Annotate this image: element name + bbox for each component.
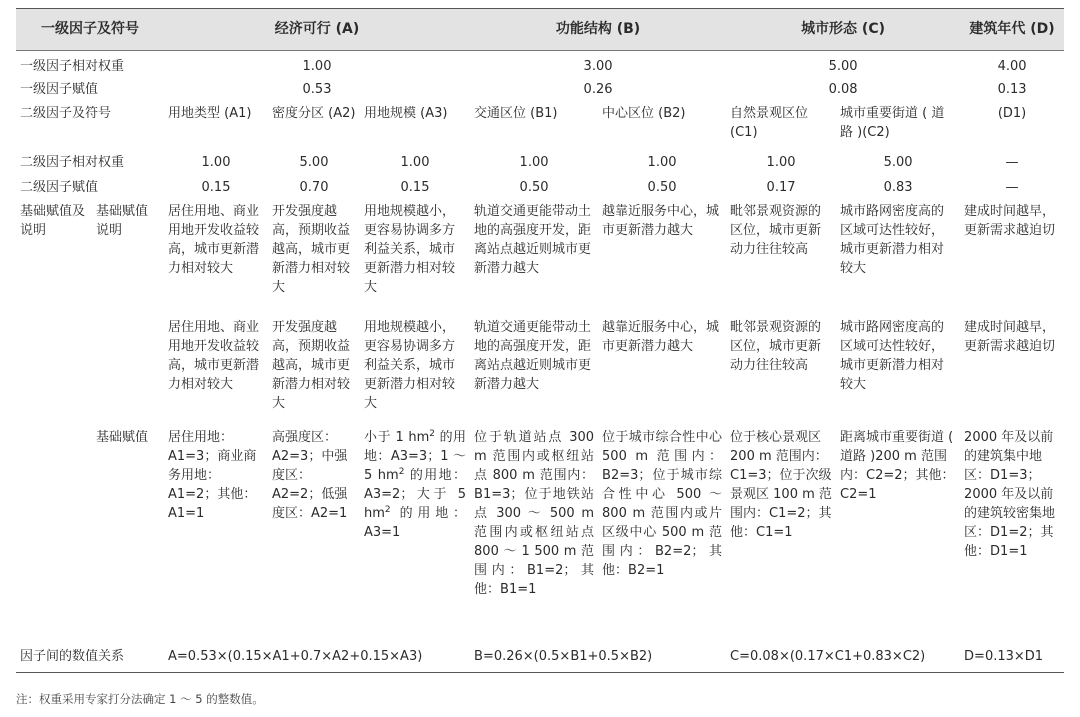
header-age: 建筑年代 (D) — [960, 9, 1064, 51]
a3-basis-part3: 的用地：A3=2；大于 5 hm — [364, 468, 467, 521]
cell-a1-basis: 居住用地：A1=3；商业商务用地：A1=2；其他：A1=1 — [168, 430, 257, 521]
cell-b2-basis: 位于城市综合性中心 500 m 范围内：B2=3；位于城市综合性中心 500 ～ 800 m 范围内或片区级中心 500 m 范围内：B2=2；其他：B2=1 — [602, 430, 723, 578]
cell-c1-value: 0.17 — [766, 179, 796, 195]
cell-c-value: 0.08 — [828, 81, 858, 97]
cell-c-formula: C=0.08×(0.17×C1+0.83×C2) — [726, 640, 960, 673]
cell-a1-desc: 居住用地、商业用地开发收益较高，城市更新潜力相对较大 — [168, 204, 260, 276]
cell-b1-value: 0.50 — [519, 179, 549, 195]
cell-c1-weight: 1.00 — [766, 154, 796, 170]
cell-c1-symbol: 自然景观区位 (C1) — [730, 106, 809, 140]
cell-d1-weight: — — [1005, 154, 1019, 170]
basis-desc-label: 基础赋值说明 — [96, 204, 149, 238]
cell-c1-desc-repeat: 毗邻景观资源的区位，城市更新动力往往较高 — [730, 320, 822, 373]
cell-c1-basis: 位于核心景观区 200 m 范围内：C1=3；位于次级景观区 100 m 范围内：C1=2；其他：C1=1 — [730, 430, 832, 540]
cell-c2-weight: 5.00 — [883, 154, 913, 170]
cell-a2-basis: 高强度区：A2=3；中强度区：A2=2；低强度区：A2=1 — [272, 430, 348, 521]
cell-d1-desc: 建成时间越早，更新需求越迫切 — [964, 204, 1056, 238]
cell-c2-value: 0.83 — [883, 179, 913, 195]
cell-a1-symbol: 用地类型 (A1) — [168, 106, 252, 121]
cell-b1-symbol: 交通区位 (B1) — [474, 106, 558, 121]
cell-b1-desc-repeat: 轨道交通更能带动土地的高强度开发，距离站点越近则城市更新潜力越大 — [474, 320, 592, 392]
cell-b2-symbol: 中心区位 (B2) — [602, 106, 686, 121]
cell-b1-desc: 轨道交通更能带动土地的高强度开发，距离站点越近则城市更新潜力越大 — [474, 204, 592, 276]
table-row — [16, 77, 1064, 101]
row-label: 二级因子相对权重 — [20, 154, 125, 170]
row-label: 二级因子及符号 — [20, 106, 112, 121]
cell-d-formula: D=0.13×D1 — [960, 640, 1064, 673]
cell-b1-basis: 位于轨道站点 300 m 范围内或枢纽站点 800 m 范围内：B1=3；位于地铁站点 300 ～ 500 m 范围内或枢纽站点 800 ～ 1 500 m 范围内：B1=2；其他：B1=1 — [474, 430, 595, 597]
table-row — [16, 150, 1064, 174]
cell-b-weight: 3.00 — [583, 58, 613, 74]
basis-desc-label-repeat — [92, 318, 164, 428]
cell-c-weight: 5.00 — [828, 58, 858, 74]
cell-a3-desc: 用地规模越小，更容易协调多方利益关系，城市更新潜力相对较大 — [364, 204, 456, 295]
superscript-2: 2 — [384, 505, 391, 515]
cell-a2-value: 0.70 — [299, 179, 329, 195]
cell-b2-weight: 1.00 — [647, 154, 677, 170]
row-label: 一级因子相对权重 — [20, 58, 125, 74]
a3-basis-part2: 的用地：A3=3；1 ～ 5 hm — [364, 430, 467, 483]
cell-a-weight: 1.00 — [302, 58, 332, 74]
cell-c2-symbol: 城市重要街道 ( 道路 )(C2) — [840, 106, 945, 140]
cell-c2-desc: 城市路网密度高的区域可达性较好，城市更新潜力相对较大 — [840, 204, 945, 276]
basis-value-label: 基础赋值 — [96, 430, 149, 445]
superscript-2: 2 — [398, 467, 405, 477]
cell-d-weight: 4.00 — [997, 58, 1027, 74]
table-row — [16, 174, 1064, 200]
cell-a1-desc-repeat: 居住用地、商业用地开发收益较高，城市更新潜力相对较大 — [168, 320, 260, 392]
cell-a2-weight: 5.00 — [299, 154, 329, 170]
cell-d1-desc-repeat: 建成时间越早，更新需求越迫切 — [964, 320, 1056, 354]
cell-a-formula: A=0.53×(0.15×A1+0.7×A2+0.15×A3) — [164, 640, 470, 673]
cell-a3-desc-repeat: 用地规模越小，更容易协调多方利益关系，城市更新潜力相对较大 — [364, 320, 456, 411]
header-factor-symbol: 一级因子及符号 — [16, 9, 164, 51]
header-row — [16, 9, 1064, 51]
cell-d1-basis: 2000 年及以前的建筑集中地区：D1=3；2000 年及以前的建筑较密集地区：D1=2；其他：D1=1 — [964, 430, 1056, 559]
a3-basis-part1: 小于 1 hm — [364, 430, 430, 445]
cell-a2-desc-repeat: 开发强度越高，预期收益越高，城市更新潜力相对较大 — [272, 320, 351, 411]
cell-d1-symbol: (D1) — [997, 106, 1027, 121]
cell-b-value: 0.26 — [583, 81, 613, 97]
basis-group-label: 基础赋值及说明 — [20, 204, 86, 238]
cell-a3-basis — [360, 428, 470, 640]
table-note: 注：权重采用专家打分法确定 1 ～ 5 的整数值。 — [16, 692, 264, 706]
factor-table — [16, 8, 1064, 673]
superscript-2: 2 — [429, 429, 435, 439]
table-row — [16, 101, 1064, 150]
cell-c1-desc: 毗邻景观资源的区位，城市更新动力往往较高 — [730, 204, 822, 257]
cell-c2-basis: 距离城市重要街道 ( 道路 )200 m 范围内：C2=2；其他：C2=1 — [840, 430, 955, 502]
table-row — [16, 200, 1064, 318]
cell-b2-value: 0.50 — [647, 179, 677, 195]
cell-a2-symbol: 密度分区 (A2) — [272, 106, 356, 121]
table-row — [16, 640, 1064, 673]
cell-b1-weight: 1.00 — [519, 154, 549, 170]
cell-a3-weight: 1.00 — [400, 154, 430, 170]
cell-d1-value: — — [1005, 179, 1019, 195]
header-function: 功能结构 (B) — [470, 9, 726, 51]
table-row — [16, 51, 1064, 78]
cell-a1-value: 0.15 — [201, 179, 231, 195]
row-label: 二级因子赋值 — [20, 179, 99, 195]
cell-a3-value: 0.15 — [400, 179, 430, 195]
cell-b2-desc: 越靠近服务中心，城市更新潜力越大 — [602, 204, 720, 238]
cell-c2-desc-repeat: 城市路网密度高的区域可达性较好，城市更新潜力相对较大 — [840, 320, 945, 392]
row-label: 因子间的数值关系 — [16, 640, 164, 673]
cell-a3-symbol: 用地规模 (A3) — [364, 106, 448, 121]
cell-b2-desc-repeat: 越靠近服务中心，城市更新潜力越大 — [602, 320, 720, 354]
table-row — [16, 318, 1064, 428]
cell-a1-weight: 1.00 — [201, 154, 231, 170]
row-label: 一级因子赋值 — [20, 81, 99, 97]
a3-basis-part4: 的用地：A3=1 — [364, 506, 467, 540]
cell-d-value: 0.13 — [997, 81, 1027, 97]
cell-a2-desc: 开发强度越高，预期收益越高，城市更新潜力相对较大 — [272, 204, 351, 295]
header-form: 城市形态 (C) — [726, 9, 960, 51]
header-economic: 经济可行 (A) — [164, 9, 470, 51]
cell-b-formula: B=0.26×(0.5×B1+0.5×B2) — [470, 640, 726, 673]
table-row — [16, 428, 1064, 640]
cell-a-value: 0.53 — [302, 81, 332, 97]
